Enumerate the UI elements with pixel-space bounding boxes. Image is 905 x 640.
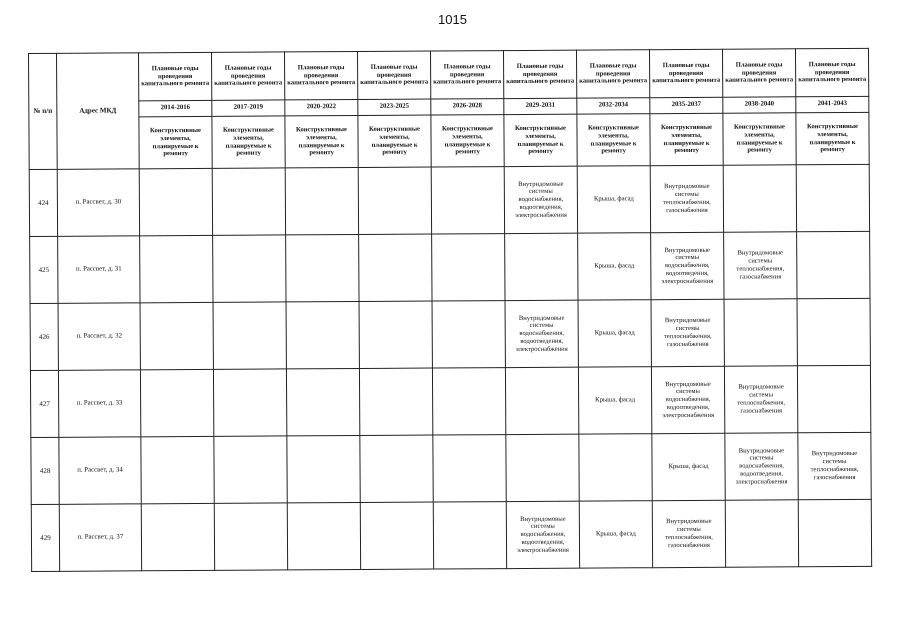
repair-elements-cell xyxy=(433,502,506,569)
repair-elements-cell xyxy=(212,168,285,235)
repair-elements-cell xyxy=(287,502,360,569)
period-years-header: 2023-2025 xyxy=(358,99,431,115)
period-elements-header: Конструктивные элементы, планируемые к ремонту xyxy=(358,115,431,167)
repair-elements-cell xyxy=(359,301,432,368)
repair-elements-cell xyxy=(505,233,578,300)
period-elements-header: Конструктивные элементы, планируемые к ремонту xyxy=(723,113,796,165)
row-number: 426 xyxy=(30,303,58,370)
row-address: п. Рассвет, д. 37 xyxy=(59,504,141,571)
header-row-elements xyxy=(29,112,869,169)
repair-elements-cell: Внутридомовые системы водоснабжения, водоотведения, электроснабжения xyxy=(725,433,798,500)
repair-elements-cell: Крыша, фасад xyxy=(579,501,652,568)
period-elements-header: Конструктивные элементы, планируемые к ремонту xyxy=(577,114,650,166)
column-header-number: № п/п xyxy=(29,53,58,169)
repair-elements-cell xyxy=(432,301,505,368)
period-elements-header: Конструктивные элементы, планируемые к ремонту xyxy=(285,115,358,167)
capital-repair-schedule-table xyxy=(28,48,872,572)
header-row-titles xyxy=(29,48,869,101)
repair-elements-cell xyxy=(141,436,214,503)
period-title-header: Плановые годы проведения капитального ремонта xyxy=(722,49,795,97)
repair-elements-cell xyxy=(140,369,213,436)
period-years-header: 2032-2034 xyxy=(577,98,650,114)
repair-elements-cell xyxy=(432,368,505,435)
period-title-header: Плановые годы проведения капитального ремонта xyxy=(430,51,503,99)
row-address: п. Рассвет, д. 31 xyxy=(58,236,140,303)
period-elements-header: Конструктивные элементы, планируемые к ремонту xyxy=(504,114,577,166)
table-row xyxy=(30,365,870,437)
repair-elements-cell: Внутридомовые системы водоснабжения, водоотведения, электроснабжения xyxy=(505,300,578,367)
repair-elements-cell xyxy=(140,235,213,302)
repair-elements-cell xyxy=(431,167,504,234)
period-elements-header: Конструктивные элементы, планируемые к ремонту xyxy=(796,112,869,164)
repair-elements-cell xyxy=(213,302,286,369)
repair-elements-cell xyxy=(579,434,652,501)
repair-elements-cell: Внутридомовые системы теплоснабжения, газоснабжения xyxy=(724,366,797,433)
repair-elements-cell: Внутридомовые системы теплоснабжения, газоснабжения xyxy=(652,500,725,567)
table-row xyxy=(29,164,869,236)
period-elements-header: Конструктивные элементы, планируемые к ремонту xyxy=(212,116,285,168)
repair-elements-cell xyxy=(285,167,358,234)
table-body xyxy=(29,164,871,571)
row-number: 427 xyxy=(30,370,58,437)
repair-elements-cell: Внутридомовые системы теплоснабжения, газоснабжения xyxy=(650,165,723,232)
repair-elements-cell: Внутридомовые системы водоснабжения, водоотведения, электроснабжения xyxy=(504,166,577,233)
repair-elements-cell xyxy=(359,368,432,435)
row-number: 424 xyxy=(29,169,57,236)
period-elements-header: Конструктивные элементы, планируемые к ремонту xyxy=(139,116,212,168)
repair-elements-cell xyxy=(432,234,505,301)
repair-elements-cell xyxy=(286,234,359,301)
repair-elements-cell xyxy=(214,503,287,570)
table-row xyxy=(30,231,870,303)
row-address: п. Рассвет, д. 34 xyxy=(59,437,141,504)
period-years-header: 2026-2028 xyxy=(431,99,504,115)
repair-elements-cell xyxy=(797,298,870,365)
period-years-header: 2020-2022 xyxy=(285,99,358,115)
table-row xyxy=(30,298,870,370)
period-years-header: 2014-2016 xyxy=(139,100,212,116)
period-title-header: Плановые годы проведения капитального ремонта xyxy=(357,51,430,99)
repair-elements-cell xyxy=(724,299,797,366)
repair-elements-cell xyxy=(139,168,212,235)
period-title-header: Плановые годы проведения капитального ремонта xyxy=(576,50,649,98)
period-years-header: 2041-2043 xyxy=(796,96,869,112)
column-header-address: Адрес МКД xyxy=(57,53,140,169)
repair-elements-cell xyxy=(725,500,798,567)
repair-elements-cell xyxy=(358,167,431,234)
period-elements-header: Конструктивные элементы, планируемые к ремонту xyxy=(650,113,723,165)
period-title-header: Плановые годы проведения капитального ремонта xyxy=(284,51,357,99)
repair-elements-cell xyxy=(505,367,578,434)
repair-elements-cell xyxy=(433,435,506,502)
repair-elements-cell xyxy=(359,234,432,301)
repair-elements-cell xyxy=(797,365,870,432)
period-years-header: 2038-2040 xyxy=(723,97,796,113)
repair-elements-cell xyxy=(286,368,359,435)
repair-elements-cell: Внутридомовые системы водоснабжения, водоотведения, электроснабжения xyxy=(651,232,724,299)
row-address: п. Рассвет, д. 32 xyxy=(58,303,140,370)
period-years-header: 2029-2031 xyxy=(504,98,577,114)
row-address: п. Рассвет, д. 33 xyxy=(58,370,140,437)
period-years-header: 2017-2019 xyxy=(212,100,285,116)
repair-elements-cell: Крыша, фасад xyxy=(578,233,651,300)
period-title-header: Плановые годы проведения капитального ремонта xyxy=(139,52,212,100)
repair-elements-cell: Внутридомовые системы водоснабжения, водоотведения, электроснабжения xyxy=(651,366,724,433)
repair-elements-cell: Крыша, фасад xyxy=(577,166,650,233)
period-title-header: Плановые годы проведения капитального ремонта xyxy=(503,50,576,98)
repair-elements-cell: Крыша, фасад xyxy=(578,300,651,367)
repair-elements-cell: Внутридомовые системы теплоснабжения, газоснабжения xyxy=(651,299,724,366)
repair-elements-cell xyxy=(360,435,433,502)
repair-elements-cell xyxy=(214,436,287,503)
repair-elements-cell: Крыша, фасад xyxy=(652,433,725,500)
repair-elements-cell xyxy=(506,434,579,501)
row-number: 428 xyxy=(31,437,59,504)
table-row xyxy=(31,499,871,571)
repair-elements-cell: Внутридомовые системы теплоснабжения, газоснабжения xyxy=(724,232,797,299)
period-years-header: 2035-2037 xyxy=(650,97,723,113)
repair-elements-cell: Внутридомовые системы водоснабжения, водоотведения, электроснабжения xyxy=(506,501,579,568)
row-number: 425 xyxy=(30,236,58,303)
table-row xyxy=(31,432,871,504)
repair-elements-cell xyxy=(360,502,433,569)
repair-elements-cell xyxy=(723,165,796,232)
row-number: 429 xyxy=(31,504,59,571)
period-title-header: Плановые годы проведения капитального ремонта xyxy=(649,49,722,97)
repair-elements-cell xyxy=(140,302,213,369)
repair-elements-cell xyxy=(798,499,871,566)
period-title-header: Плановые годы проведения капитального ремонта xyxy=(795,48,868,96)
repair-elements-cell xyxy=(213,235,286,302)
repair-elements-cell xyxy=(141,503,214,570)
row-address: п. Рассвет, д. 30 xyxy=(57,169,139,236)
page-number: 1015 xyxy=(438,12,467,27)
repair-elements-cell xyxy=(287,435,360,502)
repair-elements-cell xyxy=(797,231,870,298)
period-title-header: Плановые годы проведения капитального ремонта xyxy=(211,52,284,100)
repair-elements-cell xyxy=(213,369,286,436)
period-elements-header: Конструктивные элементы, планируемые к ремонту xyxy=(431,115,504,167)
repair-elements-cell xyxy=(796,164,869,231)
repair-elements-cell xyxy=(286,301,359,368)
repair-elements-cell: Внутридомовые системы теплоснабжения, газоснабжения xyxy=(798,432,871,499)
repair-elements-cell: Крыша, фасад xyxy=(578,367,651,434)
